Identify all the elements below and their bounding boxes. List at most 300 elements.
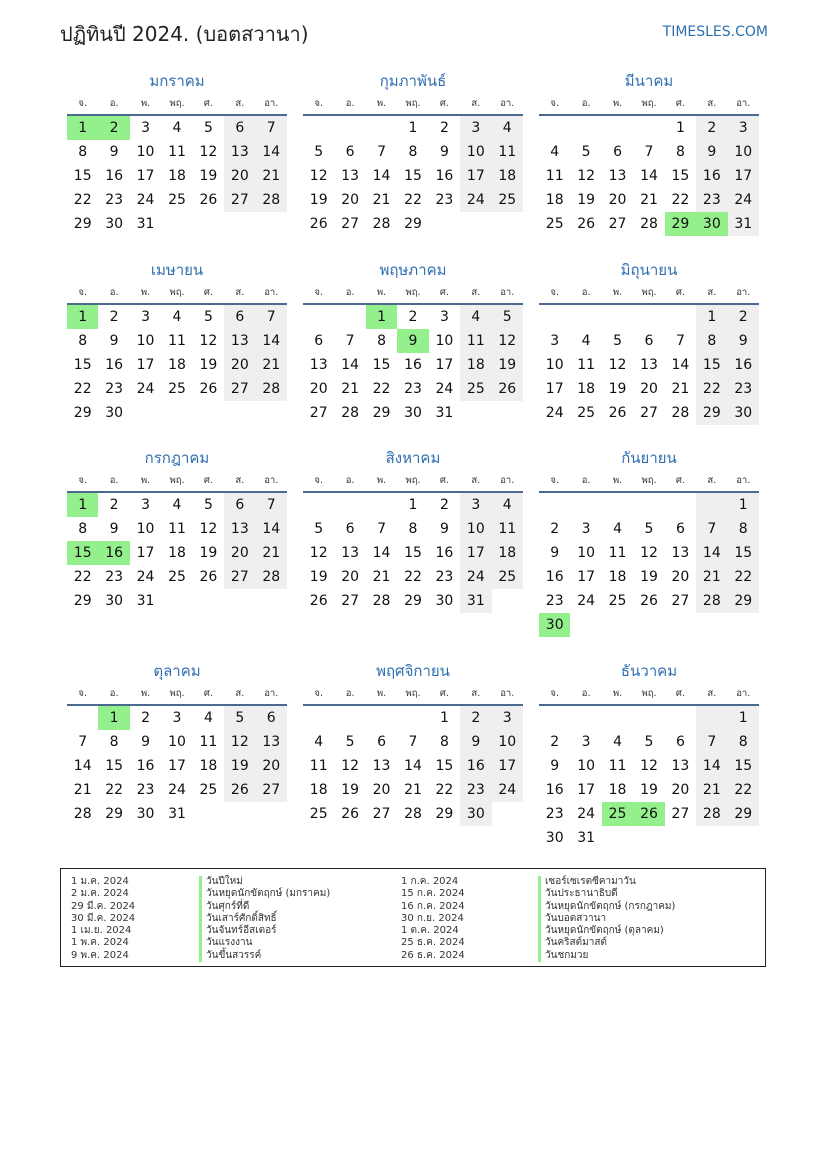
day-cell: 28 [256, 565, 287, 589]
day-cell: 8 [728, 730, 759, 754]
weekday-label: อา. [500, 98, 515, 109]
day-cell: 23 [105, 192, 124, 208]
day-cell: 14 [696, 541, 727, 565]
day-cell: 3 [439, 309, 449, 325]
day-cell: 15 [73, 357, 92, 373]
day-cell: 13 [341, 168, 360, 184]
day-grid [539, 305, 759, 425]
empty-cell [570, 493, 601, 517]
weekday-label: อ. [109, 98, 119, 109]
legend-date: 15 ก.ค. 2024 [401, 888, 465, 900]
weekday-label: จ. [78, 688, 87, 699]
weekday-label: พ. [140, 98, 151, 109]
day-cell: 11 [608, 545, 627, 561]
day-cell: 10 [136, 333, 155, 349]
day-cell: 17 [460, 164, 491, 188]
day-cell: 13 [671, 758, 690, 774]
month-calendar [303, 257, 523, 425]
day-cell: 5 [613, 333, 623, 349]
day-cell: 9 [109, 333, 119, 349]
day-cell: 9 [460, 730, 491, 754]
day-cell: 16 [545, 569, 564, 585]
day-cell: 13 [640, 357, 658, 373]
holiday-day: 25 [602, 802, 633, 826]
day-cell: 10 [728, 140, 759, 164]
month-calendar [539, 658, 759, 850]
day-cell: 13 [224, 517, 255, 541]
day-cell: 21 [404, 782, 422, 798]
day-cell: 23 [435, 569, 454, 585]
weekday-label: พฤ. [641, 287, 657, 298]
day-cell: 7 [696, 517, 727, 541]
weekday-label: ส. [235, 287, 245, 298]
empty-cell [303, 493, 334, 517]
weekday-label: พฤ. [405, 287, 421, 298]
day-cell: 17 [136, 357, 155, 373]
weekday-label: อ. [581, 287, 591, 298]
day-cell: 8 [439, 734, 449, 750]
day-cell: 9 [109, 144, 119, 160]
day-grid [67, 493, 287, 613]
day-cell: 26 [309, 593, 328, 609]
day-cell: 5 [345, 734, 355, 750]
holiday-day: 30 [539, 613, 570, 637]
weekday-label: ส. [707, 98, 717, 109]
legend-date: 1 ต.ค. 2024 [401, 925, 459, 937]
empty-cell [602, 493, 633, 517]
weekday-label: อา. [736, 98, 751, 109]
day-cell: 5 [314, 144, 324, 160]
empty-cell [602, 116, 633, 140]
weekday-label: จ. [78, 98, 87, 109]
day-cell: 23 [404, 381, 422, 397]
weekday-label: จ. [78, 287, 87, 298]
day-cell: 22 [73, 569, 92, 585]
day-cell: 6 [377, 734, 387, 750]
day-cell: 30 [136, 806, 155, 822]
legend-holiday-name: วันแรงงาน [199, 937, 330, 949]
weekday-label: พ. [612, 98, 623, 109]
weekday-label: ศ. [675, 287, 685, 298]
day-cell: 7 [78, 734, 88, 750]
day-grid [539, 706, 759, 850]
day-cell: 20 [309, 381, 328, 397]
weekday-header [539, 94, 759, 116]
legend-holiday-name: วันหยุดนักขัตฤกษ์ (กรกฎาคม) [538, 901, 675, 913]
day-cell: 11 [199, 734, 218, 750]
day-cell: 7 [256, 116, 287, 140]
day-cell: 27 [224, 188, 255, 212]
day-cell: 8 [675, 144, 685, 160]
day-cell: 28 [372, 216, 391, 232]
holiday-day: 2 [98, 116, 129, 140]
day-cell: 3 [581, 521, 591, 537]
month-calendar [67, 68, 287, 236]
day-cell: 25 [492, 565, 523, 589]
day-cell: 27 [608, 216, 627, 232]
day-cell: 27 [224, 565, 255, 589]
weekday-label: พ. [612, 688, 623, 699]
day-cell: 4 [492, 116, 523, 140]
day-cell: 3 [460, 116, 491, 140]
day-cell: 28 [372, 593, 391, 609]
day-cell: 14 [341, 357, 360, 373]
day-cell: 11 [168, 144, 186, 160]
day-grid [67, 305, 287, 425]
day-cell: 16 [435, 545, 454, 561]
day-cell: 31 [728, 212, 759, 236]
day-cell: 20 [372, 782, 391, 798]
weekday-label: พ. [612, 287, 623, 298]
day-cell: 22 [73, 381, 92, 397]
day-cell: 2 [460, 706, 491, 730]
day-cell: 9 [141, 734, 151, 750]
weekday-label: พฤ. [169, 475, 185, 486]
day-cell: 21 [640, 192, 658, 208]
legend-holiday-name: วันจันทร์อีสเตอร์ [199, 925, 330, 937]
day-cell: 18 [492, 164, 523, 188]
weekday-header [303, 283, 523, 305]
legend-dates-left [71, 876, 135, 962]
day-cell: 24 [136, 569, 155, 585]
month-name: กันยายน [621, 449, 677, 467]
day-cell: 2 [550, 521, 560, 537]
day-grid [303, 305, 523, 425]
weekday-label: อา. [736, 688, 751, 699]
day-cell: 26 [199, 569, 218, 585]
day-cell: 26 [224, 778, 255, 802]
empty-cell [334, 493, 365, 517]
empty-cell [633, 116, 664, 140]
day-cell: 12 [199, 333, 218, 349]
day-cell: 11 [545, 168, 564, 184]
month-name: มิถุนายน [620, 261, 678, 279]
weekday-label: พฤ. [169, 688, 185, 699]
empty-cell [397, 706, 428, 730]
day-cell: 19 [640, 569, 658, 585]
day-cell: 30 [460, 802, 491, 826]
day-cell: 7 [675, 333, 685, 349]
legend-date: 30 มี.ค. 2024 [71, 912, 136, 924]
legend-date: 30 ก.ย. 2024 [401, 912, 464, 924]
day-cell: 24 [577, 593, 596, 609]
weekday-label: ศ. [675, 98, 685, 109]
day-cell: 17 [492, 754, 523, 778]
day-cell: 6 [345, 144, 355, 160]
day-cell: 6 [224, 493, 255, 517]
month-name: มกราคม [149, 72, 205, 90]
weekday-label: อ. [581, 98, 591, 109]
day-cell: 29 [696, 401, 727, 425]
weekday-header [539, 283, 759, 305]
weekday-label: อา. [264, 98, 279, 109]
day-cell: 23 [105, 569, 124, 585]
day-cell: 2 [109, 309, 119, 325]
month-calendar [303, 658, 523, 826]
day-cell: 27 [671, 593, 690, 609]
day-cell: 17 [577, 782, 596, 798]
day-cell: 12 [341, 758, 360, 774]
weekday-label: อ. [345, 287, 355, 298]
weekday-label: ศ. [439, 475, 449, 486]
empty-cell [633, 493, 664, 517]
day-cell: 15 [372, 357, 391, 373]
month-calendar [539, 257, 759, 425]
day-cell: 8 [696, 329, 727, 353]
weekday-label: พ. [140, 287, 151, 298]
day-cell: 24 [460, 188, 491, 212]
day-cell: 12 [640, 758, 658, 774]
day-cell: 6 [613, 144, 623, 160]
day-cell: 27 [341, 216, 360, 232]
day-cell: 15 [404, 545, 422, 561]
day-cell: 12 [224, 730, 255, 754]
empty-cell [696, 493, 727, 517]
day-cell: 20 [640, 381, 658, 397]
weekday-label: จ. [78, 475, 87, 486]
legend-date: 25 ธ.ค. 2024 [401, 937, 465, 949]
holiday-day: 15 [67, 541, 98, 565]
holiday-day: 1 [67, 493, 98, 517]
day-cell: 17 [168, 758, 186, 774]
day-cell: 10 [136, 521, 155, 537]
day-cell: 28 [341, 405, 360, 421]
day-cell: 20 [608, 192, 627, 208]
day-cell: 22 [404, 192, 422, 208]
day-cell: 25 [492, 188, 523, 212]
day-cell: 1 [728, 706, 759, 730]
day-cell: 14 [404, 758, 422, 774]
month-name: พฤศจิกายน [376, 662, 450, 680]
day-cell: 25 [545, 216, 564, 232]
day-cell: 18 [545, 192, 564, 208]
day-cell: 27 [372, 806, 391, 822]
legend-holiday-name: วันชกมวย [538, 950, 675, 962]
legend-date: 1 เม.ย. 2024 [71, 925, 132, 937]
legend-holiday-name: วันคริสต์มาสต์ [538, 937, 675, 949]
day-cell: 21 [671, 381, 690, 397]
day-cell: 18 [492, 541, 523, 565]
day-cell: 11 [492, 517, 523, 541]
day-cell: 10 [577, 758, 596, 774]
day-cell: 19 [199, 357, 218, 373]
day-cell: 24 [577, 806, 596, 822]
day-cell: 23 [696, 188, 727, 212]
empty-cell [334, 116, 365, 140]
day-cell: 27 [341, 593, 360, 609]
day-cell: 3 [728, 116, 759, 140]
weekday-label: พ. [376, 475, 387, 486]
weekday-label: อ. [345, 98, 355, 109]
day-cell: 7 [696, 730, 727, 754]
day-cell: 16 [696, 164, 727, 188]
legend-date: 26 ธ.ค. 2024 [401, 949, 465, 961]
day-cell: 28 [640, 216, 658, 232]
day-cell: 29 [728, 589, 759, 613]
day-cell: 21 [73, 782, 92, 798]
day-cell: 22 [728, 778, 759, 802]
legend-holiday-name: วันบอตสวานา [538, 913, 675, 925]
day-cell: 4 [203, 710, 213, 726]
day-cell: 23 [136, 782, 155, 798]
weekday-label: ส. [707, 475, 717, 486]
weekday-label: ส. [235, 688, 245, 699]
day-cell: 25 [608, 593, 627, 609]
day-cell: 20 [341, 569, 360, 585]
day-cell: 24 [136, 192, 155, 208]
empty-cell [665, 706, 696, 730]
day-cell: 17 [435, 357, 454, 373]
day-cell: 13 [309, 357, 328, 373]
weekday-header [539, 684, 759, 706]
holiday-day: 16 [98, 541, 129, 565]
day-cell: 21 [256, 353, 287, 377]
month-calendar [67, 445, 287, 613]
day-cell: 5 [644, 521, 654, 537]
weekday-label: จ. [314, 475, 323, 486]
day-cell: 26 [341, 806, 360, 822]
legend-holiday-name: เซอร์เซเรตซีคามาวัน [538, 876, 675, 888]
day-cell: 6 [644, 333, 654, 349]
day-cell: 1 [696, 305, 727, 329]
weekday-label: อ. [581, 688, 591, 699]
day-cell: 15 [404, 168, 422, 184]
site-link[interactable]: TIMESLES.COM [662, 24, 768, 40]
day-cell: 15 [671, 168, 690, 184]
day-cell: 7 [644, 144, 654, 160]
legend-date: 29 มี.ค. 2024 [71, 900, 136, 912]
weekday-label: ส. [235, 98, 245, 109]
day-cell: 29 [404, 593, 422, 609]
day-cell: 30 [404, 405, 422, 421]
weekday-label: ส. [471, 688, 481, 699]
day-cell: 25 [168, 381, 186, 397]
weekday-label: อ. [109, 475, 119, 486]
day-cell: 7 [256, 305, 287, 329]
legend-date: 2 ม.ค. 2024 [71, 888, 129, 900]
weekday-header [67, 283, 287, 305]
day-cell: 18 [577, 381, 596, 397]
day-cell: 29 [404, 216, 422, 232]
day-cell: 9 [439, 521, 449, 537]
day-cell: 4 [172, 497, 182, 513]
day-cell: 24 [460, 565, 491, 589]
holiday-day: 1 [67, 116, 98, 140]
day-cell: 5 [203, 497, 213, 513]
weekday-label: อ. [109, 287, 119, 298]
day-cell: 12 [199, 521, 218, 537]
day-cell: 29 [73, 593, 92, 609]
day-cell: 1 [728, 493, 759, 517]
month-calendar [67, 658, 287, 826]
day-cell: 7 [345, 333, 355, 349]
day-cell: 15 [728, 541, 759, 565]
legend-names-right [538, 876, 675, 962]
month-calendar [539, 68, 759, 236]
day-cell: 11 [168, 333, 186, 349]
day-cell: 19 [492, 353, 523, 377]
day-cell: 17 [577, 569, 596, 585]
day-cell: 5 [203, 120, 213, 136]
day-cell: 4 [172, 120, 182, 136]
day-cell: 22 [105, 782, 124, 798]
day-cell: 24 [492, 778, 523, 802]
day-cell: 8 [728, 517, 759, 541]
day-cell: 5 [314, 521, 324, 537]
day-cell: 8 [408, 521, 418, 537]
day-cell: 27 [224, 377, 255, 401]
day-cell: 17 [136, 545, 155, 561]
weekday-header [303, 471, 523, 493]
day-cell: 28 [256, 188, 287, 212]
day-cell: 30 [105, 405, 124, 421]
day-cell: 16 [545, 782, 564, 798]
weekday-label: จ. [550, 98, 559, 109]
empty-cell [539, 305, 570, 329]
day-cell: 30 [435, 593, 454, 609]
day-cell: 21 [256, 541, 287, 565]
day-cell: 28 [404, 806, 422, 822]
day-cell: 22 [671, 192, 690, 208]
weekday-label: จ. [550, 688, 559, 699]
day-cell: 9 [550, 545, 560, 561]
day-cell: 14 [640, 168, 658, 184]
day-cell: 17 [728, 164, 759, 188]
day-cell: 26 [577, 216, 596, 232]
day-cell: 29 [372, 405, 391, 421]
empty-cell [334, 305, 365, 329]
empty-cell [67, 706, 98, 730]
weekday-label: ศ. [203, 475, 213, 486]
weekday-label: อา. [264, 287, 279, 298]
day-cell: 25 [168, 569, 186, 585]
day-cell: 7 [408, 734, 418, 750]
day-cell: 11 [577, 357, 596, 373]
weekday-label: จ. [550, 287, 559, 298]
empty-cell [366, 493, 397, 517]
month-name: ธันวาคม [620, 662, 678, 680]
day-cell: 24 [136, 381, 155, 397]
weekday-label: ส. [471, 287, 481, 298]
day-cell: 20 [224, 353, 255, 377]
day-cell: 11 [460, 329, 491, 353]
day-grid [303, 706, 523, 826]
day-cell: 21 [341, 381, 360, 397]
empty-cell [570, 706, 601, 730]
weekday-header [67, 471, 287, 493]
day-cell: 31 [136, 216, 155, 232]
weekday-label: พ. [140, 688, 151, 699]
day-cell: 26 [492, 377, 523, 401]
month-name: เมษายน [150, 261, 204, 279]
day-cell: 31 [136, 593, 155, 609]
weekday-label: ส. [471, 98, 481, 109]
holiday-legend [60, 868, 766, 967]
weekday-label: ส. [707, 688, 717, 699]
weekday-label: อา. [264, 475, 279, 486]
day-cell: 30 [728, 401, 759, 425]
day-cell: 21 [372, 192, 391, 208]
day-cell: 26 [199, 192, 218, 208]
weekday-label: อ. [581, 475, 591, 486]
day-grid [303, 493, 523, 613]
weekday-label: ศ. [203, 688, 213, 699]
day-cell: 21 [256, 164, 287, 188]
weekday-label: ศ. [203, 287, 213, 298]
day-cell: 28 [696, 589, 727, 613]
empty-cell [633, 305, 664, 329]
day-cell: 20 [671, 782, 690, 798]
